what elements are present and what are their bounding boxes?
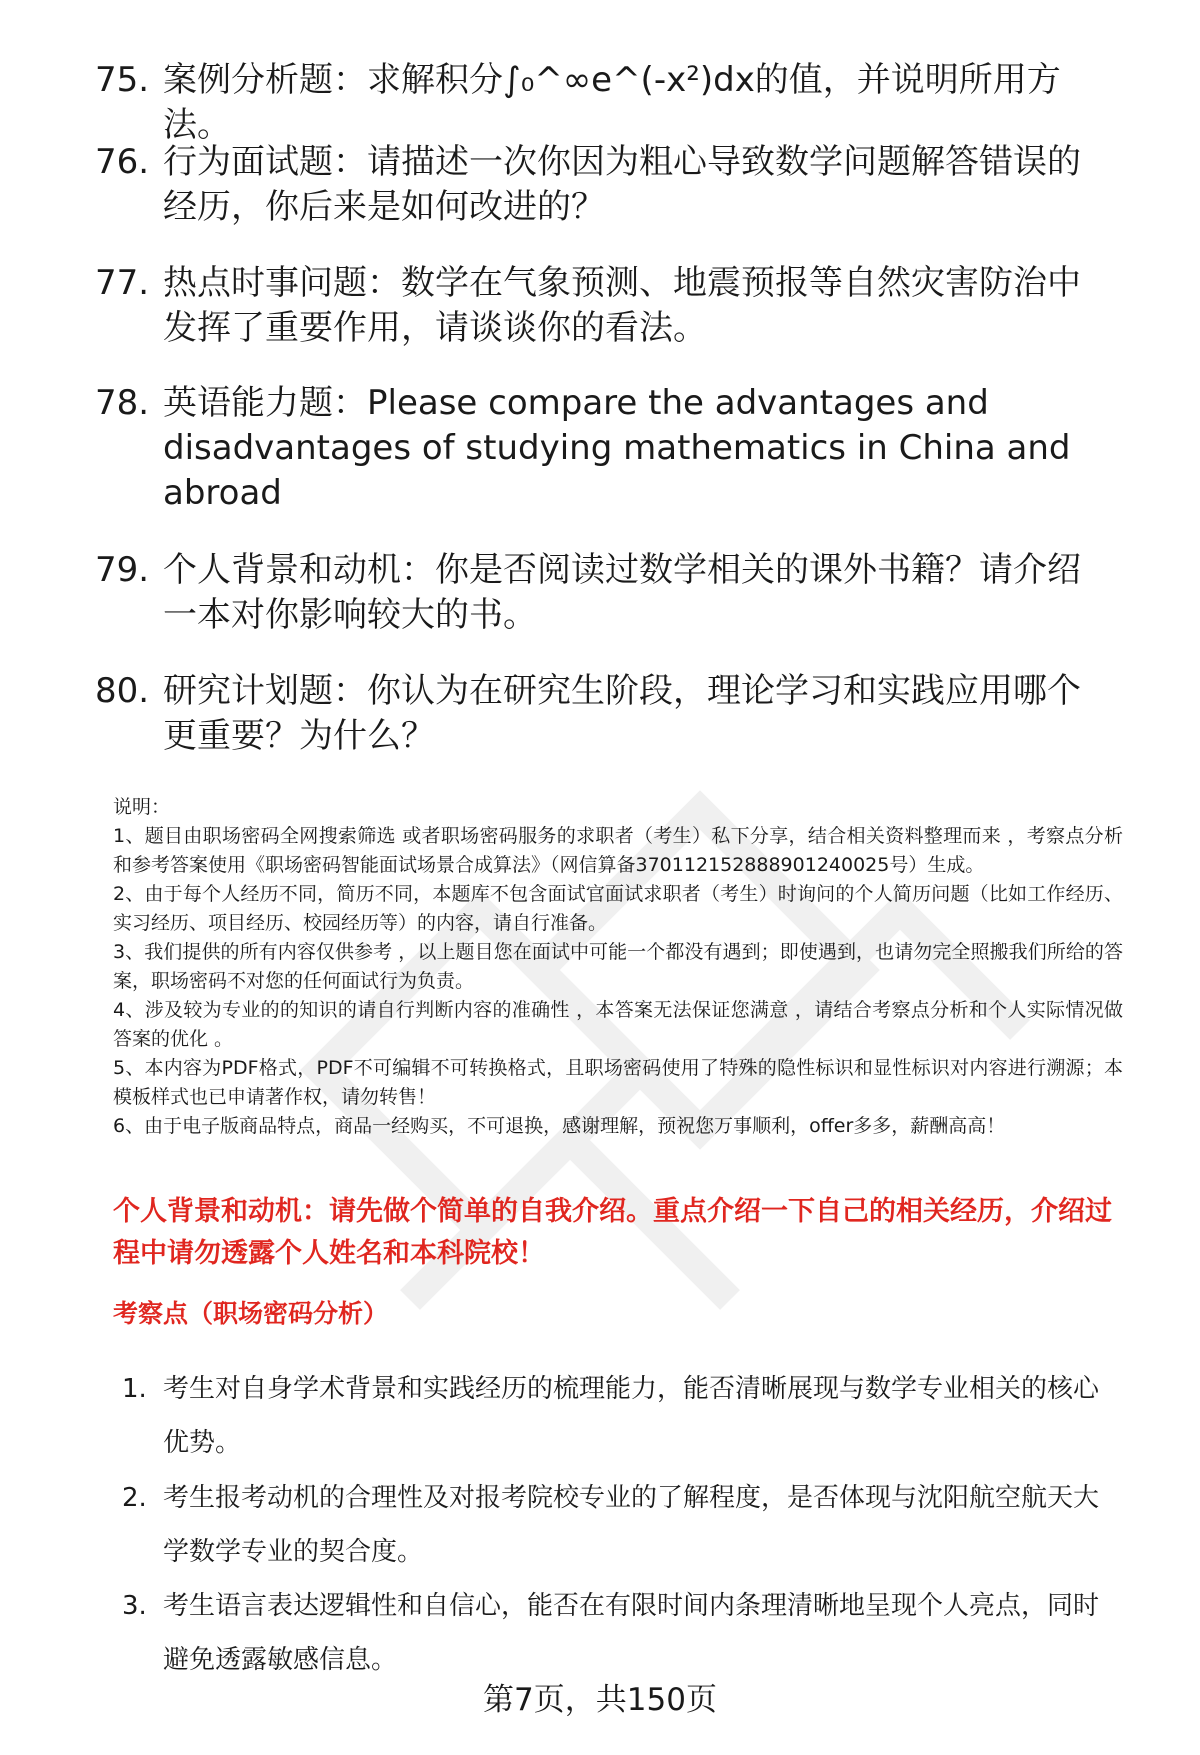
analysis-item bbox=[122, 1471, 1112, 1579]
note-item: 2、由于每个人经历不同，简历不同，本题库不包含面试官面试求职者（考生）时询问的个人简历问题（比如工作经历、实习经历、项目经历、校园经历等）的内容，请自行准备。 bbox=[113, 883, 1123, 934]
question-number: 79. bbox=[95, 550, 150, 590]
notes-section bbox=[113, 793, 1123, 1141]
question-number: 76. bbox=[95, 142, 150, 182]
question-text: 案例分析题：求解积分∫₀^∞e^(-x²)dx的值，并说明所用方法。 bbox=[163, 60, 1061, 145]
analysis-number: 2. bbox=[122, 1483, 147, 1513]
note-item: 1、题目由职场密码全网搜索筛选 或者职场密码服务的求职者（考生）私下分享，结合相关资料整理而来 ，考察点分析和参考答案使用《职场密码智能面试场景合成算法》（网信算备370112152888901240025号）生成。 bbox=[113, 825, 1123, 876]
analysis-item bbox=[122, 1362, 1112, 1470]
question-text: 研究计划题：你认为在研究生阶段，理论学习和实践应用哪个更重要？为什么？ bbox=[163, 671, 1081, 756]
question-79 bbox=[95, 548, 1105, 638]
analysis-text: 考生报考动机的合理性及对报考院校专业的了解程度，是否体现与沈阳航空航天大学数学专业的契合度。 bbox=[163, 1483, 1100, 1567]
question-number: 75. bbox=[95, 60, 150, 100]
question-77 bbox=[95, 261, 1105, 351]
analysis-number: 3. bbox=[122, 1591, 147, 1621]
analysis-heading: 考察点（职场密码分析） bbox=[113, 1299, 389, 1328]
analysis-text: 考生语言表达逻辑性和自信心，能否在有限时间内条理清晰地呈现个人亮点，同时避免透露敏感信息。 bbox=[163, 1591, 1100, 1675]
question-number: 77. bbox=[95, 263, 150, 303]
featured-question: 个人背景和动机：请先做个简单的自我介绍。重点介绍一下自己的相关经历，介绍过程中请勿透露个人姓名和本科院校！ bbox=[113, 1196, 1112, 1269]
question-78 bbox=[95, 381, 1105, 516]
note-item: 3、我们提供的所有内容仅供参考 ，以上题目您在面试中可能一个都没有遇到；即使遇到，也请勿完全照搬我们所给的答案，职场密码不对您的任何面试行为负责。 bbox=[113, 941, 1123, 992]
question-number: 78. bbox=[95, 383, 150, 423]
analysis-number: 1. bbox=[122, 1374, 147, 1404]
question-75 bbox=[95, 58, 1105, 148]
question-text: 行为面试题：请描述一次你因为粗心导致数学问题解答错误的经历，你后来是如何改进的？ bbox=[163, 142, 1081, 227]
notes-title: 说明： bbox=[113, 796, 171, 818]
page-footer: 第7页，共150页 bbox=[483, 1682, 717, 1718]
question-number: 80. bbox=[95, 671, 150, 711]
note-item: 6、由于电子版商品特点，商品一经购买，不可退换，感谢理解，预祝您万事顺利，offer多多，薪酬高高！ bbox=[113, 1115, 1006, 1137]
question-text: 个人背景和动机：你是否阅读过数学相关的课外书籍？请介绍一本对你影响较大的书。 bbox=[163, 550, 1081, 635]
question-text: 英语能力题：Please compare the advantages and disadvantages of studying mathematics in China and abroad bbox=[163, 383, 1071, 513]
note-item: 4、涉及较为专业的的知识的请自行判断内容的准确性 ，本答案无法保证您满意 ，请结合考察点分析和个人实际情况做答案的优化 。 bbox=[113, 999, 1123, 1050]
question-80 bbox=[95, 669, 1105, 759]
question-76 bbox=[95, 140, 1105, 230]
analysis-text: 考生对自身学术背景和实践经历的梳理能力，能否清晰展现与数学专业相关的核心优势。 bbox=[163, 1374, 1100, 1458]
analysis-item bbox=[122, 1579, 1112, 1687]
note-item: 5、本内容为PDF格式，PDF不可编辑不可转换格式，且职场密码使用了特殊的隐性标识和显性标识对内容进行溯源；本模板样式也已申请著作权，请勿转售！ bbox=[113, 1057, 1123, 1108]
question-text: 热点时事问题：数学在气象预测、地震预报等自然灾害防治中发挥了重要作用，请谈谈你的看法。 bbox=[163, 263, 1081, 348]
